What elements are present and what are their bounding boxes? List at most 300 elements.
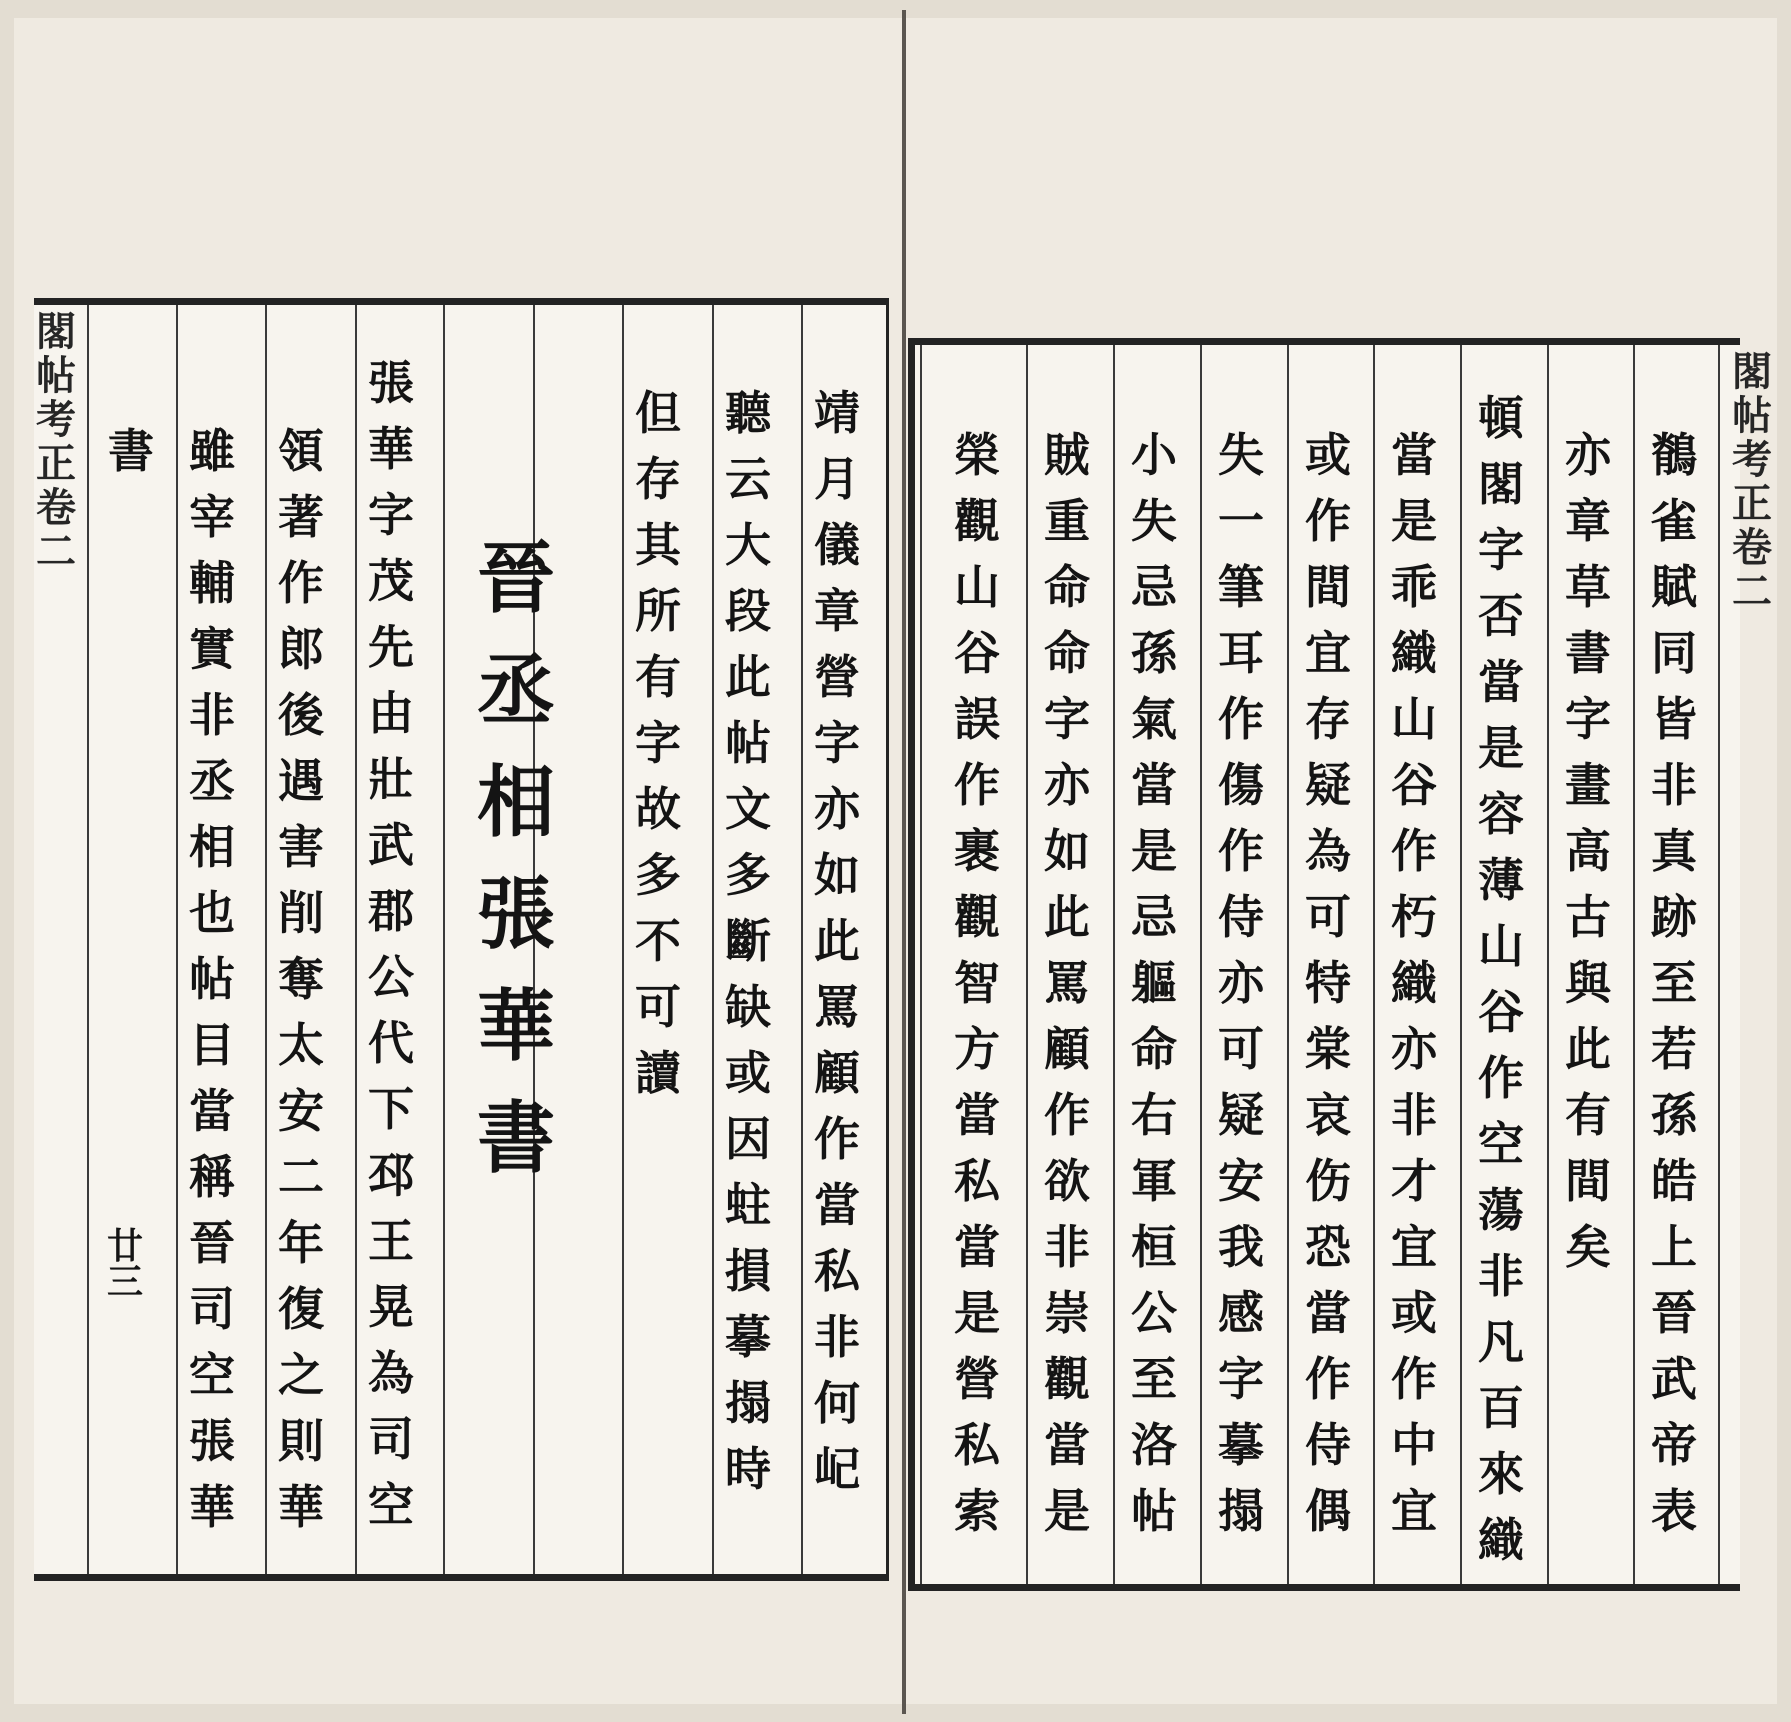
glyph: 此 [814, 914, 860, 968]
glyph: 或 [1305, 428, 1351, 482]
glyph: 多 [725, 848, 771, 902]
glyph: 邳 [368, 1148, 414, 1202]
text-column [627, 386, 689, 1100]
glyph: 可 [635, 980, 681, 1034]
glyph: 作 [1218, 692, 1264, 746]
glyph: 皆 [1651, 692, 1697, 746]
glyph: 司 [368, 1412, 414, 1466]
glyph: 亦 [814, 782, 860, 836]
glyph: 洛 [1131, 1418, 1177, 1472]
column-rule [1287, 345, 1289, 1584]
glyph: 二 [278, 1150, 324, 1204]
glyph: 雀 [1651, 494, 1697, 548]
glyph: 字 [635, 716, 681, 770]
glyph: 武 [1651, 1352, 1697, 1406]
glyph: 亦 [1044, 758, 1090, 812]
glyph: 考 [36, 396, 76, 443]
glyph: 軀 [1131, 956, 1177, 1010]
glyph: 作 [814, 1112, 860, 1166]
glyph: 靖 [814, 386, 860, 440]
glyph: 削 [278, 886, 324, 940]
glyph: 考 [1732, 436, 1772, 483]
glyph: 非 [814, 1310, 860, 1364]
glyph: 缺 [725, 980, 771, 1034]
glyph: 孫 [1651, 1088, 1697, 1142]
glyph: 晃 [368, 1280, 414, 1334]
glyph: 否 [1478, 589, 1524, 643]
glyph: 或 [725, 1046, 771, 1100]
glyph: 來 [1478, 1447, 1524, 1501]
glyph: 儀 [814, 518, 860, 572]
glyph: 皓 [1651, 1154, 1697, 1208]
glyph: 字 [814, 716, 860, 770]
calligraphy-title [466, 533, 566, 1184]
glyph: 宜 [1391, 1484, 1437, 1538]
glyph: 至 [1131, 1352, 1177, 1406]
glyph: 晉 [476, 533, 555, 624]
glyph: 古 [1565, 890, 1611, 944]
glyph: 空 [189, 1348, 235, 1402]
glyph: 才 [1391, 1154, 1437, 1208]
glyph: 薄 [1478, 853, 1524, 907]
glyph: 搨 [1218, 1484, 1264, 1538]
glyph: 存 [635, 452, 681, 506]
glyph: 山 [1391, 692, 1437, 746]
glyph: 氣 [1131, 692, 1177, 746]
glyph: 後 [278, 688, 324, 742]
glyph: 高 [1565, 824, 1611, 878]
glyph: 百 [1478, 1381, 1524, 1435]
text-column [717, 386, 779, 1496]
glyph: 書 [108, 424, 154, 478]
text-column [100, 424, 162, 478]
glyph: 畫 [1565, 758, 1611, 812]
glyph: 晉 [189, 1216, 235, 1270]
glyph: 公 [1131, 1286, 1177, 1340]
right-frame-outer-border [908, 338, 915, 1591]
glyph: 織 [1391, 956, 1437, 1010]
glyph: 張 [189, 1414, 235, 1468]
glyph: 乖 [1391, 560, 1437, 614]
glyph: 方 [954, 1022, 1000, 1076]
glyph: 聽 [725, 386, 771, 440]
glyph: 谷 [954, 626, 1000, 680]
glyph: 鶺 [1651, 428, 1697, 482]
glyph: 如 [814, 848, 860, 902]
glyph: 上 [1651, 1220, 1697, 1274]
text-column [1036, 428, 1098, 1538]
glyph: 段 [725, 584, 771, 638]
left-frame-bottom-border [34, 1574, 888, 1581]
glyph: 何 [814, 1376, 860, 1430]
glyph: 安 [278, 1084, 324, 1138]
glyph: 作 [1305, 1352, 1351, 1406]
glyph: 其 [635, 518, 681, 572]
column-rule [443, 305, 445, 1574]
glyph: 王 [368, 1214, 414, 1268]
glyph: 中 [1391, 1418, 1437, 1472]
glyph: 張 [368, 356, 414, 410]
glyph: 時 [725, 1442, 771, 1496]
left-margin-title [28, 308, 84, 575]
glyph: 作 [1391, 1352, 1437, 1406]
glyph: 搨 [725, 1376, 771, 1430]
glyph: 非 [1478, 1249, 1524, 1303]
column-rule [1026, 345, 1028, 1584]
glyph: 字 [368, 488, 414, 542]
glyph: 作 [278, 556, 324, 610]
glyph: 丞 [476, 645, 555, 736]
glyph: 右 [1131, 1088, 1177, 1142]
glyph: 可 [1305, 890, 1351, 944]
column-rule [622, 305, 624, 1574]
glyph: 與 [1565, 956, 1611, 1010]
column-rule [712, 305, 714, 1574]
glyph: 下 [368, 1082, 414, 1136]
glyph: 棠 [1305, 1022, 1351, 1076]
glyph: 復 [278, 1282, 324, 1336]
glyph: 表 [1651, 1484, 1697, 1538]
glyph: 作 [1218, 824, 1264, 878]
glyph: 作 [954, 758, 1000, 812]
glyph: 忌 [1131, 560, 1177, 614]
glyph: 索 [954, 1484, 1000, 1538]
glyph: 是 [1131, 824, 1177, 878]
column-rule [1547, 345, 1549, 1584]
text-column [946, 428, 1008, 1538]
glyph: 空 [1478, 1117, 1524, 1171]
glyph: 月 [814, 452, 860, 506]
column-rule [176, 305, 178, 1574]
glyph: 桓 [1131, 1220, 1177, 1274]
glyph: 草 [1565, 560, 1611, 614]
glyph: 多 [635, 848, 681, 902]
glyph: 此 [1565, 1022, 1611, 1076]
glyph: 私 [954, 1418, 1000, 1472]
glyph: 公 [368, 950, 414, 1004]
right-frame-bottom-border [908, 1584, 1740, 1591]
glyph: 卷 [36, 484, 76, 531]
glyph: 此 [725, 650, 771, 704]
glyph: 二 [1732, 568, 1772, 615]
text-column [1557, 428, 1619, 1274]
glyph: 若 [1651, 1022, 1697, 1076]
glyph: 為 [1305, 824, 1351, 878]
glyph: 云 [725, 452, 771, 506]
glyph: 傷 [1218, 758, 1264, 812]
glyph: 織 [1478, 1513, 1524, 1567]
glyph: 安 [1218, 1154, 1264, 1208]
glyph: 之 [278, 1348, 324, 1402]
text-column [181, 424, 243, 1534]
glyph: 亦 [1565, 428, 1611, 482]
glyph: 顧 [1044, 1022, 1090, 1076]
glyph: 文 [725, 782, 771, 836]
glyph: 茂 [368, 554, 414, 608]
glyph: 摹 [1218, 1418, 1264, 1472]
glyph: 織 [1391, 626, 1437, 680]
glyph: 章 [1565, 494, 1611, 548]
glyph: 當 [954, 1220, 1000, 1274]
glyph: 是 [1391, 494, 1437, 548]
glyph: 作 [1391, 824, 1437, 878]
glyph: 字 [1478, 523, 1524, 577]
text-column [1210, 428, 1272, 1538]
glyph: 當 [189, 1084, 235, 1138]
text-column [1470, 391, 1532, 1567]
glyph: 間 [1305, 560, 1351, 614]
glyph: 為 [368, 1346, 414, 1400]
glyph: 罵 [1044, 956, 1090, 1010]
column-rule [265, 305, 267, 1574]
glyph: 顧 [814, 1046, 860, 1100]
glyph: 可 [1218, 1022, 1264, 1076]
glyph: 智 [954, 956, 1000, 1010]
glyph: 閣 [36, 308, 76, 355]
glyph: 非 [1391, 1088, 1437, 1142]
glyph: 恐 [1305, 1220, 1351, 1274]
glyph: 私 [814, 1244, 860, 1298]
glyph: 觀 [1044, 1352, 1090, 1406]
glyph: 大 [725, 518, 771, 572]
column-rule [1460, 345, 1462, 1584]
glyph: 存 [1305, 692, 1351, 746]
glyph: 宰 [189, 490, 235, 544]
glyph: 相 [476, 757, 555, 848]
glyph: 宜 [1391, 1220, 1437, 1274]
glyph: 作 [1044, 1088, 1090, 1142]
text-column [1643, 428, 1705, 1538]
glyph: 亦 [1218, 956, 1264, 1010]
text-column [1383, 428, 1445, 1538]
glyph: 重 [1044, 494, 1090, 548]
left-frame-top-border [34, 298, 888, 305]
glyph: 由 [368, 686, 414, 740]
glyph: 領 [278, 424, 324, 478]
text-column [360, 356, 422, 1532]
glyph: 當 [814, 1178, 860, 1232]
glyph: 孫 [1131, 626, 1177, 680]
right-margin-title [1724, 348, 1780, 615]
glyph: 一 [1218, 494, 1264, 548]
text-column [806, 386, 868, 1496]
glyph: 私 [954, 1154, 1000, 1208]
glyph: 忌 [1131, 890, 1177, 944]
glyph: 當 [1305, 1286, 1351, 1340]
glyph: 目 [189, 1018, 235, 1072]
glyph: 帖 [36, 352, 76, 399]
column-rule [355, 305, 357, 1574]
glyph: 真 [1651, 824, 1697, 878]
glyph: 帖 [1732, 392, 1772, 439]
glyph: 矣 [1565, 1220, 1611, 1274]
glyph: 失 [1131, 494, 1177, 548]
glyph: 郎 [278, 622, 324, 676]
glyph: 雖 [189, 424, 235, 478]
glyph: 著 [278, 490, 324, 544]
glyph: 稱 [189, 1150, 235, 1204]
glyph: 武 [368, 818, 414, 872]
glyph: 哀 [1305, 1088, 1351, 1142]
glyph: 晉 [1651, 1286, 1697, 1340]
glyph: 字 [1218, 1352, 1264, 1406]
glyph: 非 [1044, 1220, 1090, 1274]
glyph: 小 [1131, 428, 1177, 482]
right-frame-top-border [908, 338, 1740, 345]
column-rule [1633, 345, 1635, 1584]
glyph: 命 [1044, 560, 1090, 614]
glyph: 奪 [278, 952, 324, 1006]
glyph: 非 [1651, 758, 1697, 812]
glyph: 輔 [189, 556, 235, 610]
glyph: 也 [189, 886, 235, 940]
glyph: 罵 [814, 980, 860, 1034]
glyph: 正 [36, 440, 76, 487]
glyph: 是 [954, 1286, 1000, 1340]
glyph: 榮 [954, 428, 1000, 482]
glyph: 崇 [1044, 1286, 1090, 1340]
glyph: 此 [1044, 890, 1090, 944]
glyph: 書 [1565, 626, 1611, 680]
glyph: 摹 [725, 1310, 771, 1364]
glyph: 跡 [1651, 890, 1697, 944]
glyph: 宜 [1305, 626, 1351, 680]
glyph: 害 [278, 820, 324, 874]
glyph: 華 [189, 1480, 235, 1534]
glyph: 失 [1218, 428, 1264, 482]
glyph: 閣 [1478, 457, 1524, 511]
glyph: 相 [189, 820, 235, 874]
glyph: 命 [1131, 1022, 1177, 1076]
glyph: 蛀 [725, 1178, 771, 1232]
glyph: 筆 [1218, 560, 1264, 614]
glyph: 損 [725, 1244, 771, 1298]
glyph: 太 [278, 1018, 324, 1072]
book-gutter [902, 10, 906, 1714]
glyph: 但 [635, 386, 681, 440]
column-rule [801, 305, 803, 1574]
glyph: 華 [476, 981, 555, 1072]
glyph: 作 [1305, 494, 1351, 548]
glyph: 谷 [1478, 985, 1524, 1039]
glyph: 伤 [1305, 1154, 1351, 1208]
glyph: 凡 [1478, 1315, 1524, 1369]
glyph: 如 [1044, 824, 1090, 878]
glyph: 亦 [1391, 1022, 1437, 1076]
glyph: 是 [1044, 1484, 1090, 1538]
glyph: 閣 [1732, 348, 1772, 395]
glyph: 當 [1478, 655, 1524, 709]
column-rule [1718, 345, 1720, 1584]
glyph: 所 [635, 584, 681, 638]
glyph: 帖 [189, 952, 235, 1006]
glyph: 容 [1478, 787, 1524, 841]
glyph: 當 [954, 1088, 1000, 1142]
glyph: 疑 [1305, 758, 1351, 812]
glyph: 感 [1218, 1286, 1264, 1340]
glyph: 帖 [725, 716, 771, 770]
glyph: 山 [954, 560, 1000, 614]
glyph: 章 [814, 584, 860, 638]
glyph: 讀 [635, 1046, 681, 1100]
glyph: 二 [36, 528, 76, 575]
glyph: 空 [368, 1478, 414, 1532]
glyph: 有 [635, 650, 681, 704]
glyph: 疑 [1218, 1088, 1264, 1142]
glyph: 則 [278, 1414, 324, 1468]
page-number [94, 1225, 156, 1303]
glyph: 或 [1391, 1286, 1437, 1340]
glyph: 頓 [1478, 391, 1524, 445]
glyph: 故 [635, 782, 681, 836]
glyph: 命 [1044, 626, 1090, 680]
glyph: 壯 [368, 752, 414, 806]
glyph: 當 [1131, 758, 1177, 812]
glyph: 屺 [814, 1442, 860, 1496]
glyph: 帝 [1651, 1418, 1697, 1472]
glyph: 字 [1044, 692, 1090, 746]
right-frame-inner-border [920, 345, 922, 1584]
glyph: 字 [1565, 692, 1611, 746]
glyph: 間 [1565, 1154, 1611, 1208]
glyph: 書 [476, 1093, 555, 1184]
glyph: 實 [189, 622, 235, 676]
glyph: 我 [1218, 1220, 1264, 1274]
glyph: 卷 [1732, 524, 1772, 571]
glyph: 谷 [1391, 758, 1437, 812]
column-rule [1113, 345, 1115, 1584]
text-column [270, 424, 332, 1534]
glyph: 觀 [954, 890, 1000, 944]
glyph: 華 [278, 1480, 324, 1534]
glyph: 營 [954, 1352, 1000, 1406]
glyph: 帖 [1131, 1484, 1177, 1538]
glyph: 當 [1391, 428, 1437, 482]
glyph: 賦 [1651, 560, 1697, 614]
text-column [1123, 428, 1185, 1538]
column-rule [87, 305, 89, 1574]
glyph: 張 [476, 869, 555, 960]
glyph: 郡 [368, 884, 414, 938]
glyph: 耳 [1218, 626, 1264, 680]
glyph: 因 [725, 1112, 771, 1166]
glyph: 朽 [1391, 890, 1437, 944]
glyph: 觀 [954, 494, 1000, 548]
glyph: 作 [1478, 1051, 1524, 1105]
glyph: 軍 [1131, 1154, 1177, 1208]
glyph: 年 [278, 1216, 324, 1270]
glyph: 遇 [278, 754, 324, 808]
glyph: 先 [368, 620, 414, 674]
glyph: 山 [1478, 919, 1524, 973]
glyph: 司 [189, 1282, 235, 1336]
glyph: 蕩 [1478, 1183, 1524, 1237]
glyph: 代 [368, 1016, 414, 1070]
glyph: 三 [106, 1261, 143, 1303]
glyph: 有 [1565, 1088, 1611, 1142]
glyph: 欲 [1044, 1154, 1090, 1208]
left-frame-outer-border [886, 298, 889, 1581]
glyph: 賊 [1044, 428, 1090, 482]
glyph: 廿 [106, 1225, 143, 1267]
column-rule [1200, 345, 1202, 1584]
glyph: 偶 [1305, 1484, 1351, 1538]
glyph: 丞 [189, 754, 235, 808]
glyph: 營 [814, 650, 860, 704]
glyph: 斷 [725, 914, 771, 968]
glyph: 不 [635, 914, 681, 968]
glyph: 當 [1044, 1418, 1090, 1472]
